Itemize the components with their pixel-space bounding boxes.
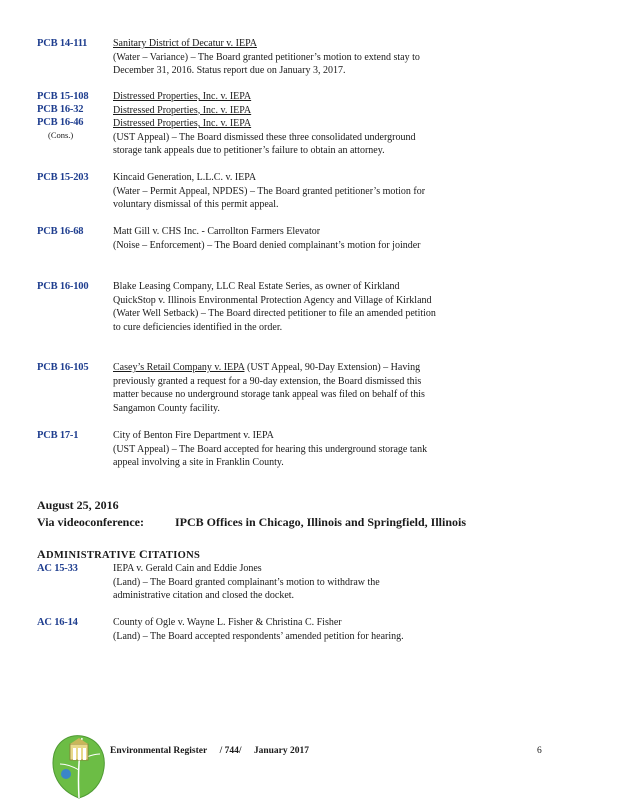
meeting-location — [37, 515, 497, 530]
consolidated-label: (Cons.) — [48, 130, 74, 140]
case-caption: Sanitary District of Decatur v. IEPA — [113, 38, 257, 49]
case-description: (Noise – Enforcement) – The Board denied complainant’s motion for joinder — [113, 239, 421, 251]
case-description: (UST Appeal) – The Board dismissed these three consolidated underground storage tank appeals due to petitioner’s failure to obtain an attorney. — [113, 131, 416, 156]
case-caption: Kincaid Generation, L.L.C. v. IEPA — [113, 172, 257, 183]
case-caption: City of Benton Fire Department v. IEPA — [113, 430, 274, 441]
case-caption: County of Ogle v. Wayne L. Fisher & Christina C. Fisher — [113, 617, 342, 628]
case-caption: IEPA v. Gerald Cain and Eddie Jones — [113, 563, 262, 574]
case-caption: Distressed Properties, Inc. v. IEPA — [113, 118, 252, 129]
via-label: Via videoconference: — [37, 515, 144, 529]
case-number: AC 16-14 — [37, 617, 78, 628]
case-description: (Water – Variance) – The Board granted petitioner’s motion to extend stay to December 31, 2016. Status report due on January 3, 2017. — [113, 51, 420, 76]
case-description: (Land) – The Board accepted respondents’ amended petition for hearing. — [113, 630, 404, 642]
case-number: PCB 14-111 — [37, 38, 88, 49]
case-caption: Matt Gill v. CHS Inc. - Carrollton Farmers Elevator — [113, 226, 321, 237]
meeting-date: August 25, 2016 — [37, 498, 119, 512]
case-number: PCB 16-32 — [37, 104, 84, 115]
case-caption: Blake Leasing Company, LLC Real Estate Series, as owner of Kirkland QuickStop v. Illinois Environmental Protection Agency and Village of Kirkland — [113, 281, 432, 306]
case-description: (Land) – The Board granted complainant’s motion to withdraw the administrative citation and closed the docket. — [113, 576, 380, 601]
page-footer — [0, 730, 618, 800]
case-number: AC 15-33 — [37, 563, 78, 574]
case-number: PCB 17-1 — [37, 430, 79, 441]
case-number: PCB 16-105 — [37, 362, 89, 373]
case-description: (Water – Permit Appeal, NPDES) – The Board granted petitioner’s motion for voluntary dismissal of this permit appeal. — [113, 185, 426, 210]
case-number: PCB 16-46 — [37, 117, 84, 128]
case-description: (Water Well Setback) – The Board directed petitioner to file an amended petition to cure deficiencies identified in the order. — [113, 308, 436, 333]
section-title: ADMINISTRATIVE CITATIONS — [37, 547, 201, 561]
page-number: 6 — [537, 746, 542, 756]
case-description: (UST Appeal, 90-Day Extension) – Having previously granted a request for a 90-day extension, the Board dismissed this matter because no underground storage tank appeal was filed on behalf of this Sangamon County facility. — [113, 362, 425, 414]
footer-publication: Environmental Register / 744/ January 2017 — [110, 746, 310, 756]
meeting-locations: IPCB Offices in Chicago, Illinois and Springfield, Illinois — [174, 515, 467, 529]
leaf-logo-icon — [48, 730, 110, 800]
case-description: (UST Appeal) – The Board accepted for hearing this underground storage tank appeal involving a site in Franklin County. — [113, 443, 428, 468]
case-number: PCB 15-108 — [37, 91, 89, 102]
case-number: PCB 15-203 — [37, 172, 89, 183]
case-caption: Casey’s Retail Company v. IEPA — [113, 362, 245, 373]
case-number: PCB 16-68 — [37, 226, 84, 237]
case-number: PCB 16-100 — [37, 281, 89, 292]
case-caption: Distressed Properties, Inc. v. IEPA — [113, 91, 252, 102]
case-caption: Distressed Properties, Inc. v. IEPA — [113, 104, 252, 116]
